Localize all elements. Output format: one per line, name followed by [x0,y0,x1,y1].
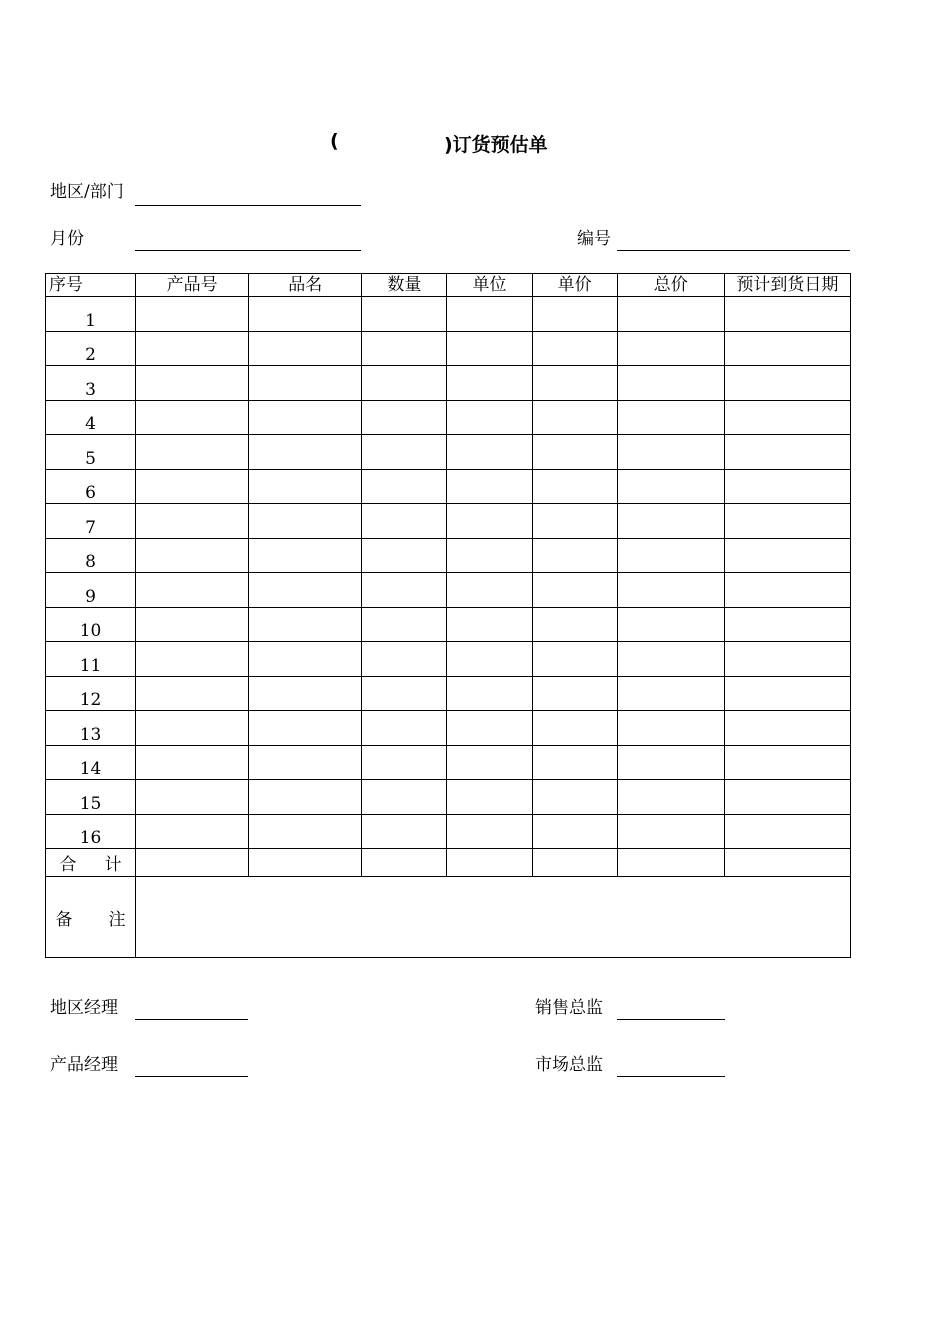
product-no-cell[interactable] [136,607,249,642]
total-price-cell[interactable] [617,504,724,539]
total-price-cell[interactable] [617,297,724,332]
product-name-cell[interactable] [249,331,362,366]
row-number: 6 [46,469,136,504]
total-arrival-date-cell[interactable] [724,849,850,877]
col-header-arrival-date: 预计到货日期 [724,274,850,297]
total-price-cell[interactable] [617,435,724,470]
unit-cell[interactable] [447,400,532,435]
unit-cell[interactable] [447,331,532,366]
quantity-cell[interactable] [362,607,447,642]
sales-director-label: 销售总监 [535,998,603,1018]
unit-cell[interactable] [447,676,532,711]
remark-label [46,877,136,958]
product-no-cell[interactable] [136,711,249,746]
total-price-cell[interactable] [617,538,724,573]
unit-cell[interactable] [447,711,532,746]
marketing-director-line[interactable] [617,1076,725,1077]
unit-cell[interactable] [447,573,532,608]
product-name-cell[interactable] [249,676,362,711]
regional-manager-label: 地区经理 [50,998,118,1018]
total-price-cell[interactable] [617,711,724,746]
arrival-date-cell[interactable] [724,400,850,435]
quantity-cell[interactable] [362,400,447,435]
quantity-cell[interactable] [362,711,447,746]
quantity-cell[interactable] [362,745,447,780]
total-price-cell[interactable] [617,400,724,435]
quantity-cell[interactable] [362,469,447,504]
unit-price-cell[interactable] [532,814,617,849]
unit-price-cell[interactable] [532,642,617,677]
arrival-date-cell[interactable] [724,435,850,470]
table-row [46,607,851,642]
total-label-char-2: 计 [104,855,122,875]
arrival-date-cell[interactable] [724,504,850,539]
product-name-cell[interactable] [249,297,362,332]
col-header-seq: 序号 [46,274,136,297]
month-label: 月份 [50,229,84,249]
title-text: )订货预估单 [444,134,548,156]
region-dept-line[interactable] [135,205,361,206]
arrival-date-cell[interactable] [724,780,850,815]
unit-price-cell[interactable] [532,297,617,332]
table-row [46,676,851,711]
col-header-product-no: 产品号 [136,274,249,297]
total-price-cell[interactable] [617,331,724,366]
total-price-cell[interactable] [617,469,724,504]
arrival-date-cell[interactable] [724,745,850,780]
quantity-cell[interactable] [362,780,447,815]
total-unit-price-cell[interactable] [532,849,617,877]
row-number: 11 [46,642,136,677]
product-no-cell[interactable] [136,469,249,504]
product-name-cell[interactable] [249,400,362,435]
total-total-price-cell[interactable] [617,849,724,877]
unit-cell[interactable] [447,745,532,780]
product-no-cell[interactable] [136,435,249,470]
col-header-product-name: 品名 [249,274,362,297]
row-number: 10 [46,607,136,642]
product-name-cell[interactable] [249,469,362,504]
quantity-cell[interactable] [362,435,447,470]
title-open-paren: ( [330,130,339,152]
product-name-cell[interactable] [249,504,362,539]
quantity-cell[interactable] [362,366,447,401]
regional-manager-line[interactable] [135,1019,248,1020]
table-row [46,469,851,504]
marketing-director-label: 市场总监 [535,1055,603,1075]
serial-no-line[interactable] [617,250,850,251]
quantity-cell[interactable] [362,297,447,332]
quantity-cell[interactable] [362,676,447,711]
unit-price-cell[interactable] [532,780,617,815]
table-row [46,366,851,401]
total-price-cell[interactable] [617,642,724,677]
product-no-cell[interactable] [136,366,249,401]
row-number: 7 [46,504,136,539]
row-number: 8 [46,538,136,573]
product-name-cell[interactable] [249,607,362,642]
unit-cell[interactable] [447,504,532,539]
quantity-cell[interactable] [362,642,447,677]
remark-content[interactable] [136,877,851,958]
remark-row [46,877,851,958]
total-row [46,849,851,877]
product-no-cell[interactable] [136,745,249,780]
order-table [45,273,851,958]
total-price-cell[interactable] [617,676,724,711]
unit-price-cell[interactable] [532,711,617,746]
row-number: 2 [46,331,136,366]
unit-price-cell[interactable] [532,745,617,780]
unit-cell[interactable] [447,366,532,401]
arrival-date-cell[interactable] [724,538,850,573]
row-number: 3 [46,366,136,401]
unit-cell[interactable] [447,435,532,470]
unit-price-cell[interactable] [532,573,617,608]
unit-cell[interactable] [447,814,532,849]
product-name-cell[interactable] [249,573,362,608]
unit-price-cell[interactable] [532,538,617,573]
sales-director-line[interactable] [617,1019,725,1020]
unit-cell[interactable] [447,607,532,642]
row-number: 16 [46,814,136,849]
product-no-cell[interactable] [136,676,249,711]
total-price-cell[interactable] [617,366,724,401]
unit-price-cell[interactable] [532,435,617,470]
table-row [46,573,851,608]
product-manager-line[interactable] [135,1076,248,1077]
unit-cell[interactable] [447,297,532,332]
row-number: 15 [46,780,136,815]
product-name-cell[interactable] [249,642,362,677]
table-row [46,780,851,815]
quantity-cell[interactable] [362,504,447,539]
arrival-date-cell[interactable] [724,331,850,366]
form-title [330,128,570,158]
col-header-unit: 单位 [447,274,532,297]
row-number: 4 [46,400,136,435]
table-row [46,435,851,470]
unit-price-cell[interactable] [532,400,617,435]
remark-label-char-2: 注 [108,909,126,930]
total-price-cell[interactable] [617,745,724,780]
product-no-cell[interactable] [136,538,249,573]
table-row [46,331,851,366]
row-number: 12 [46,676,136,711]
table-row [46,504,851,539]
total-price-cell[interactable] [617,780,724,815]
total-unit-cell[interactable] [447,849,532,877]
product-no-cell[interactable] [136,814,249,849]
product-no-cell[interactable] [136,642,249,677]
col-header-quantity: 数量 [362,274,447,297]
unit-cell[interactable] [447,642,532,677]
total-price-cell[interactable] [617,607,724,642]
unit-price-cell[interactable] [532,366,617,401]
product-name-cell[interactable] [249,780,362,815]
product-no-cell[interactable] [136,400,249,435]
table-row [46,745,851,780]
product-no-cell[interactable] [136,780,249,815]
total-label-char-1: 合 [59,855,77,875]
row-number: 5 [46,435,136,470]
arrival-date-cell[interactable] [724,676,850,711]
row-number: 1 [46,297,136,332]
quantity-cell[interactable] [362,331,447,366]
total-price-cell[interactable] [617,814,724,849]
arrival-date-cell[interactable] [724,814,850,849]
product-no-cell[interactable] [136,297,249,332]
arrival-date-cell[interactable] [724,607,850,642]
arrival-date-cell[interactable] [724,711,850,746]
unit-price-cell[interactable] [532,676,617,711]
table-row [46,400,851,435]
table-header-row [46,274,851,297]
product-no-cell[interactable] [136,573,249,608]
product-name-cell[interactable] [249,745,362,780]
serial-no-label: 编号 [577,229,611,249]
product-name-cell[interactable] [249,711,362,746]
total-price-cell[interactable] [617,573,724,608]
product-no-cell[interactable] [136,331,249,366]
col-header-total-price: 总价 [617,274,724,297]
row-number: 9 [46,573,136,608]
total-product-no-cell[interactable] [136,849,249,877]
product-name-cell[interactable] [249,814,362,849]
arrival-date-cell[interactable] [724,573,850,608]
total-product-name-cell[interactable] [249,849,362,877]
arrival-date-cell[interactable] [724,297,850,332]
remark-label-char-1: 备 [55,909,73,930]
row-number: 13 [46,711,136,746]
arrival-date-cell[interactable] [724,366,850,401]
total-label [46,849,136,877]
table-row [46,642,851,677]
product-no-cell[interactable] [136,504,249,539]
arrival-date-cell[interactable] [724,642,850,677]
region-dept-label: 地区/部门 [50,182,124,202]
product-name-cell[interactable] [249,538,362,573]
product-name-cell[interactable] [249,366,362,401]
quantity-cell[interactable] [362,573,447,608]
product-name-cell[interactable] [249,435,362,470]
unit-cell[interactable] [447,538,532,573]
table-row [46,814,851,849]
table-row [46,711,851,746]
product-manager-label: 产品经理 [50,1055,118,1075]
col-header-unit-price: 单价 [532,274,617,297]
unit-cell[interactable] [447,780,532,815]
quantity-cell[interactable] [362,538,447,573]
unit-price-cell[interactable] [532,331,617,366]
total-quantity-cell[interactable] [362,849,447,877]
table-row [46,297,851,332]
arrival-date-cell[interactable] [724,469,850,504]
month-line[interactable] [135,250,361,251]
unit-price-cell[interactable] [532,504,617,539]
unit-cell[interactable] [447,469,532,504]
row-number: 14 [46,745,136,780]
unit-price-cell[interactable] [532,607,617,642]
table-row [46,538,851,573]
unit-price-cell[interactable] [532,469,617,504]
quantity-cell[interactable] [362,814,447,849]
